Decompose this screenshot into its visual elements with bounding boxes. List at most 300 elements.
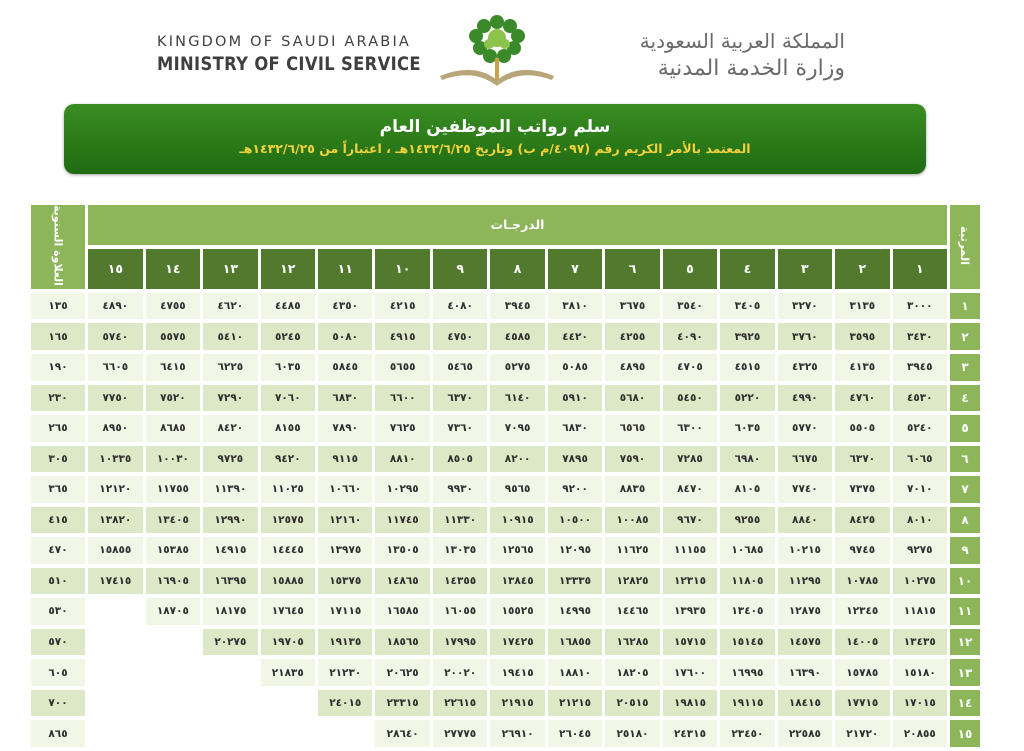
salary-cell: ٢٢٦١٥ bbox=[433, 690, 487, 717]
salary-cell: ٥٤٥٠ bbox=[663, 385, 717, 412]
salary-cell: ٦٥٦٥ bbox=[605, 415, 659, 442]
salary-cell: ١٠٣٣٥ bbox=[88, 446, 143, 473]
salary-cell: ١٠٦٨٥ bbox=[720, 537, 774, 564]
salary-cell: ٦٩٨٠ bbox=[720, 446, 774, 473]
salary-cell: ٤٧٠٥ bbox=[663, 354, 717, 381]
salary-cell: ١٢٥٦٥ bbox=[490, 537, 544, 564]
annual-allowance-cell: ١٩٠ bbox=[31, 354, 85, 381]
salary-cell: ٨١٥٥ bbox=[261, 415, 315, 442]
title-banner bbox=[64, 104, 926, 174]
salary-cell: ٣٢٧٠ bbox=[778, 293, 832, 320]
salary-cell: ١٠٠٨٥ bbox=[605, 507, 659, 534]
salary-cell: ٣٩٢٥ bbox=[720, 323, 774, 350]
salary-cell: ٥٢٤٥ bbox=[261, 323, 315, 350]
salary-cell: ٢٦٩١٠ bbox=[490, 720, 544, 747]
salary-cell: ٧٥٩٠ bbox=[605, 446, 659, 473]
salary-cell: ١٩١٣٥ bbox=[318, 629, 372, 656]
grade-number-header: ١٥ bbox=[88, 249, 143, 289]
salary-cell: ٦٣٧٠ bbox=[835, 446, 889, 473]
table-row bbox=[31, 659, 980, 686]
salary-cell: ١٥٨٥٥ bbox=[88, 537, 143, 564]
salary-cell: ٦٠٣٥ bbox=[720, 415, 774, 442]
salary-cell: ٩٦٧٠ bbox=[663, 507, 717, 534]
salary-cell: ١٩٨١٥ bbox=[663, 690, 717, 717]
salary-cell: ١٥٧٨٥ bbox=[835, 659, 889, 686]
salary-cell: ١٥١٨٠ bbox=[893, 659, 947, 686]
salary-cell bbox=[318, 720, 372, 747]
salary-cell bbox=[261, 720, 315, 747]
salary-cell: ٢١٢٣٠ bbox=[318, 659, 372, 686]
salary-cell: ٤٠٨٠ bbox=[433, 293, 487, 320]
salary-cell: ٥٨٤٥ bbox=[318, 354, 372, 381]
salary-cell: ٤٨٩٠ bbox=[88, 293, 143, 320]
allowance-header-label: العلاوة السنوية bbox=[51, 205, 65, 286]
salary-cell: ١٤٥٧٥ bbox=[778, 629, 832, 656]
salary-cell: ٧٢٩٠ bbox=[203, 385, 257, 412]
ministry-name-english bbox=[157, 33, 427, 76]
salary-cell: ٤٥١٥ bbox=[720, 354, 774, 381]
ministry-emblem-icon bbox=[434, 8, 560, 92]
salary-cell bbox=[88, 659, 143, 686]
salary-cell: ٨٠١٠ bbox=[893, 507, 947, 534]
salary-cell: ٦٠٦٥ bbox=[893, 446, 947, 473]
salary-cell: ١٠٢٧٥ bbox=[893, 568, 947, 595]
salary-cell: ٤٧٥٥ bbox=[146, 293, 200, 320]
kingdom-label-ar: المملكة العربية السعودية bbox=[639, 29, 845, 53]
salary-cell: ٩٧٤٥ bbox=[835, 537, 889, 564]
salary-cell: ٨٦٨٥ bbox=[146, 415, 200, 442]
salary-cell bbox=[146, 629, 200, 656]
salary-cell: ٥٤١٠ bbox=[203, 323, 257, 350]
salary-cell: ٣٥٩٥ bbox=[835, 323, 889, 350]
salary-cell: ١٨٧٠٥ bbox=[146, 598, 200, 625]
salary-cell: ٥٢٢٠ bbox=[720, 385, 774, 412]
annual-allowance-cell: ١٦٥ bbox=[31, 323, 85, 350]
salary-cell: ١٧٩٩٥ bbox=[433, 629, 487, 656]
grade-number-header: ٤ bbox=[720, 249, 774, 289]
salary-cell: ١٦٣٩٠ bbox=[778, 659, 832, 686]
salary-cell: ١٩٤١٥ bbox=[490, 659, 544, 686]
salary-cell: ١٠٥٠٠ bbox=[548, 507, 602, 534]
salary-cell: ١٢٣١٥ bbox=[663, 568, 717, 595]
salary-cell bbox=[88, 598, 143, 625]
salary-cell: ١٨٥٦٥ bbox=[375, 629, 429, 656]
salary-cell: ٦٣٧٠ bbox=[433, 385, 487, 412]
salary-cell: ٤٥٣٠ bbox=[893, 385, 947, 412]
salary-cell: ٩٧٢٥ bbox=[203, 446, 257, 473]
ministry-label-ar: وزارة الخدمة المدنية bbox=[657, 56, 845, 81]
salary-cell: ٦٦٠٥ bbox=[88, 354, 143, 381]
table-row bbox=[31, 568, 980, 595]
table-row bbox=[31, 476, 980, 503]
salary-cell: ١٤٨٦٥ bbox=[375, 568, 429, 595]
salary-cell: ٤٦٢٠ bbox=[203, 293, 257, 320]
annual-allowance-cell: ٥٣٠ bbox=[31, 598, 85, 625]
table-row bbox=[31, 354, 980, 381]
salary-cell: ٢١٨٣٥ bbox=[261, 659, 315, 686]
salary-cell: ١٣٨٤٥ bbox=[490, 568, 544, 595]
salary-cell: ١٥٣٨٥ bbox=[146, 537, 200, 564]
salary-cell: ١٦٩٠٥ bbox=[146, 568, 200, 595]
salary-cell: ٥٤٦٥ bbox=[433, 354, 487, 381]
salary-cell: ٦٦٧٥ bbox=[778, 446, 832, 473]
salary-cell: ١١٣٩٠ bbox=[203, 476, 257, 503]
salary-cell bbox=[146, 659, 200, 686]
salary-cell: ٢٠٢٧٥ bbox=[203, 629, 257, 656]
salary-cell: ١٢٥٧٥ bbox=[261, 507, 315, 534]
salary-cell bbox=[146, 690, 200, 717]
salary-cell: ١٣٨٢٠ bbox=[88, 507, 143, 534]
table-row bbox=[31, 415, 980, 442]
salary-cell: ٧٥٢٠ bbox=[146, 385, 200, 412]
salary-cell: ١٢٣٤٥ bbox=[835, 598, 889, 625]
rank-number: ١١ bbox=[950, 598, 980, 625]
annual-allowance-cell: ١٣٥ bbox=[31, 293, 85, 320]
salary-cell: ٤٧٥٠ bbox=[433, 323, 487, 350]
salary-cell: ١١٧٤٥ bbox=[375, 507, 429, 534]
salary-cell: ٤٣٢٥ bbox=[778, 354, 832, 381]
salary-cell: ٥٦٥٥ bbox=[375, 354, 429, 381]
page-subtitle: المعتمد بالأمر الكريم رقم (٤٠٩٧/م ب) وتاريخ ١٤٣٢/٦/٢٥هـ ، اعتباراً من ١٤٣٢/٦/٢٥هـ bbox=[239, 141, 751, 156]
grade-number-header: ١١ bbox=[318, 249, 372, 289]
salary-cell: ٧٨٩٠ bbox=[318, 415, 372, 442]
grade-number-header: ٥ bbox=[663, 249, 717, 289]
grade-number-header: ٩ bbox=[433, 249, 487, 289]
salary-cell: ١٠٦٦٠ bbox=[318, 476, 372, 503]
table-row bbox=[31, 323, 980, 350]
annual-allowance-cell: ٤١٥ bbox=[31, 507, 85, 534]
annual-allowance-cell: ٦٠٥ bbox=[31, 659, 85, 686]
salary-cell: ٧٠٩٥ bbox=[490, 415, 544, 442]
salary-cell: ١٨٢٠٥ bbox=[605, 659, 659, 686]
salary-cell: ١٦٨٥٥ bbox=[548, 629, 602, 656]
salary-cell: ٥٧٧٠ bbox=[778, 415, 832, 442]
salary-cell: ٦٢٢٥ bbox=[203, 354, 257, 381]
page-title: سلم رواتب الموظفين العام bbox=[379, 117, 611, 137]
salary-cell: ١٤٩١٥ bbox=[203, 537, 257, 564]
salary-cell: ٢٥١٨٠ bbox=[605, 720, 659, 747]
salary-cell: ١٦٢٨٥ bbox=[605, 629, 659, 656]
salary-cell: ١٣٤٠٥ bbox=[720, 598, 774, 625]
salary-cell: ٤٤٢٠ bbox=[548, 323, 602, 350]
salary-cell: ٢٣٣١٥ bbox=[375, 690, 429, 717]
salary-cell: ١٢٨٢٥ bbox=[605, 568, 659, 595]
salary-cell: ٢١٧٢٠ bbox=[835, 720, 889, 747]
salary-cell bbox=[146, 720, 200, 747]
table-row bbox=[31, 507, 980, 534]
salary-cell bbox=[88, 690, 143, 717]
salary-cell: ٢٠٦٢٥ bbox=[375, 659, 429, 686]
salary-cell: ٦٨٣٠ bbox=[318, 385, 372, 412]
salary-cell: ١١٦٢٥ bbox=[605, 537, 659, 564]
salary-cell: ٤٥٨٥ bbox=[490, 323, 544, 350]
salary-cell: ٩٢٠٠ bbox=[548, 476, 602, 503]
grade-number-header: ٧ bbox=[548, 249, 602, 289]
salary-cell: ١٥٧١٥ bbox=[663, 629, 717, 656]
salary-cell: ٣٨١٠ bbox=[548, 293, 602, 320]
salary-cell: ١٥١٤٥ bbox=[720, 629, 774, 656]
salary-cell: ١٧٤١٥ bbox=[88, 568, 143, 595]
grades-column-header: الدرجـات bbox=[88, 205, 947, 245]
table-row bbox=[31, 293, 980, 320]
annual-allowance-cell: ٣٦٥ bbox=[31, 476, 85, 503]
salary-cell: ١١٢٩٥ bbox=[778, 568, 832, 595]
rank-number: ٤ bbox=[950, 385, 980, 412]
salary-cell: ٢١٩١٥ bbox=[490, 690, 544, 717]
salary-cell: ١٣٤٠٥ bbox=[146, 507, 200, 534]
salary-cell: ٤٢١٥ bbox=[375, 293, 429, 320]
salary-cell: ٥٩١٠ bbox=[548, 385, 602, 412]
grade-number-header: ١٢ bbox=[261, 249, 315, 289]
salary-cell: ٢١٢١٥ bbox=[548, 690, 602, 717]
salary-rows bbox=[31, 293, 980, 747]
salary-cell: ٣٧٦٠ bbox=[778, 323, 832, 350]
salary-cell: ٨٢٠٠ bbox=[490, 446, 544, 473]
salary-cell: ٤٠٩٠ bbox=[663, 323, 717, 350]
grade-number-header: ١٠ bbox=[375, 249, 429, 289]
salary-cell: ٥٦٨٠ bbox=[605, 385, 659, 412]
salary-cell: ١٦٣٩٥ bbox=[203, 568, 257, 595]
salary-cell: ١٢٩٩٠ bbox=[203, 507, 257, 534]
salary-cell: ١٧٠١٥ bbox=[893, 690, 947, 717]
salary-cell: ٨١٠٥ bbox=[720, 476, 774, 503]
salary-cell: ١٣٩٧٥ bbox=[318, 537, 372, 564]
rank-number: ١٣ bbox=[950, 659, 980, 686]
annual-allowance-cell: ٧٠٠ bbox=[31, 690, 85, 717]
table-row bbox=[31, 446, 980, 473]
salary-cell bbox=[203, 659, 257, 686]
rank-number: ١٤ bbox=[950, 690, 980, 717]
salary-cell: ٨٨١٠ bbox=[375, 446, 429, 473]
salary-cell: ٧٦٢٥ bbox=[375, 415, 429, 442]
rank-number: ٦ bbox=[950, 446, 980, 473]
kingdom-label-en: KINGDOM OF SAUDI ARABIA bbox=[157, 34, 412, 50]
grade-number-header: ٨ bbox=[490, 249, 544, 289]
salary-cell: ٣٩٤٥ bbox=[893, 354, 947, 381]
salary-cell: ١٩٧٠٥ bbox=[261, 629, 315, 656]
salary-cell: ٤٩١٥ bbox=[375, 323, 429, 350]
salary-cell: ٩٢٧٥ bbox=[893, 537, 947, 564]
salary-cell: ١٥٣٧٥ bbox=[318, 568, 372, 595]
salary-cell: ٥٥٧٥ bbox=[146, 323, 200, 350]
salary-cell: ١٦٠٥٥ bbox=[433, 598, 487, 625]
salary-cell: ١٤٠٠٥ bbox=[835, 629, 889, 656]
salary-cell: ٢٦٠٤٥ bbox=[548, 720, 602, 747]
salary-cell: ٨٤٢٠ bbox=[203, 415, 257, 442]
annual-allowance-cell: ٣٠٥ bbox=[31, 446, 85, 473]
salary-cell: ٨٩٥٠ bbox=[88, 415, 143, 442]
salary-cell: ١١١٥٥ bbox=[663, 537, 717, 564]
salary-cell bbox=[203, 690, 257, 717]
salary-cell: ٤٨٩٥ bbox=[605, 354, 659, 381]
annual-allowance-cell: ٤٧٠ bbox=[31, 537, 85, 564]
salary-cell: ٦٦٠٠ bbox=[375, 385, 429, 412]
salary-cell: ٨٤٧٠ bbox=[663, 476, 717, 503]
salary-cell: ١٦٩٩٥ bbox=[720, 659, 774, 686]
salary-cell: ١٧٤٢٥ bbox=[490, 629, 544, 656]
salary-cell: ٦٨٣٠ bbox=[548, 415, 602, 442]
salary-cell: ١٧٦٤٥ bbox=[261, 598, 315, 625]
ministry-label-en: MINISTRY OF CIVIL SERVICE bbox=[157, 53, 421, 75]
salary-cell: ١٩١١٥ bbox=[720, 690, 774, 717]
salary-cell: ١٤٤٦٥ bbox=[605, 598, 659, 625]
rank-number: ٧ bbox=[950, 476, 980, 503]
grade-number-header: ٢ bbox=[835, 249, 889, 289]
salary-cell: ٥٢٧٥ bbox=[490, 354, 544, 381]
salary-cell: ٧٣٦٠ bbox=[433, 415, 487, 442]
salary-cell: ٤٢٥٥ bbox=[605, 323, 659, 350]
salary-cell: ١٨١٧٥ bbox=[203, 598, 257, 625]
salary-cell bbox=[203, 720, 257, 747]
salary-cell: ٢٨٦٤٠ bbox=[375, 720, 429, 747]
salary-cell: ٣٤٠٥ bbox=[720, 293, 774, 320]
salary-cell: ٣٤٣٠ bbox=[893, 323, 947, 350]
salary-cell: ٢٢٥٨٥ bbox=[778, 720, 832, 747]
salary-cell: ١٣٠٣٥ bbox=[433, 537, 487, 564]
grade-number-header: ٣ bbox=[778, 249, 832, 289]
salary-cell: ١١٨١٥ bbox=[893, 598, 947, 625]
salary-cell: ٨٥٠٥ bbox=[433, 446, 487, 473]
salary-cell: ٦٣٠٠ bbox=[663, 415, 717, 442]
annual-allowance-cell: ٢٦٥ bbox=[31, 415, 85, 442]
salary-cell: ٨٨٣٥ bbox=[605, 476, 659, 503]
salary-cell: ١١٨٠٥ bbox=[720, 568, 774, 595]
table-row bbox=[31, 537, 980, 564]
salary-cell bbox=[261, 690, 315, 717]
salary-cell: ٧٨٩٥ bbox=[548, 446, 602, 473]
salary-cell: ٢٣٤٥٠ bbox=[720, 720, 774, 747]
rank-number: ٩ bbox=[950, 537, 980, 564]
rank-column-header bbox=[950, 205, 980, 289]
salary-cell: ٥٠٨٠ bbox=[318, 323, 372, 350]
salary-cell: ١٢٠٩٥ bbox=[548, 537, 602, 564]
salary-cell: ٢٤٠١٥ bbox=[318, 690, 372, 717]
salary-cell: ٩٢٥٥ bbox=[720, 507, 774, 534]
salary-cell: ٧٧٤٠ bbox=[778, 476, 832, 503]
salary-scale-table bbox=[28, 201, 983, 751]
salary-cell: ٢٠٨٥٥ bbox=[893, 720, 947, 747]
grade-number-header: ١ bbox=[893, 249, 947, 289]
salary-cell: ١٨٤١٥ bbox=[778, 690, 832, 717]
salary-cell: ١١٣٣٠ bbox=[433, 507, 487, 534]
salary-cell: ٤٧٦٠ bbox=[835, 385, 889, 412]
salary-cell: ٧٧٥٠ bbox=[88, 385, 143, 412]
salary-cell: ٤١٣٥ bbox=[835, 354, 889, 381]
salary-cell: ١٨٨١٠ bbox=[548, 659, 602, 686]
salary-cell: ٦٤١٥ bbox=[146, 354, 200, 381]
salary-cell: ٧٢٨٥ bbox=[663, 446, 717, 473]
salary-cell: ١٤٩٩٥ bbox=[548, 598, 602, 625]
annual-allowance-cell: ٥٧٠ bbox=[31, 629, 85, 656]
salary-cell: ٨٤٢٥ bbox=[835, 507, 889, 534]
salary-cell: ٩١١٥ bbox=[318, 446, 372, 473]
salary-cell: ٥٥٠٥ bbox=[835, 415, 889, 442]
rank-number: ٣ bbox=[950, 354, 980, 381]
salary-cell: ٨٨٤٠ bbox=[778, 507, 832, 534]
salary-cell: ٤٩٩٠ bbox=[778, 385, 832, 412]
salary-cell: ١٢١٢٠ bbox=[88, 476, 143, 503]
table-row bbox=[31, 598, 980, 625]
salary-cell: ١٣٥٠٥ bbox=[375, 537, 429, 564]
salary-cell: ١٣٣٣٥ bbox=[548, 568, 602, 595]
salary-cell: ١٧٦٠٠ bbox=[663, 659, 717, 686]
salary-cell: ١٠٩١٥ bbox=[490, 507, 544, 534]
salary-cell: ١٥٨٨٥ bbox=[261, 568, 315, 595]
salary-cell: ١٤٣٥٥ bbox=[433, 568, 487, 595]
grade-number-header: ٦ bbox=[605, 249, 659, 289]
salary-cell: ٥٧٤٠ bbox=[88, 323, 143, 350]
salary-cell: ١١٠٢٥ bbox=[261, 476, 315, 503]
table-row bbox=[31, 385, 980, 412]
salary-cell: ١٥٥٢٥ bbox=[490, 598, 544, 625]
salary-cell: ٤٤٨٥ bbox=[261, 293, 315, 320]
salary-cell: ١٠٢١٥ bbox=[778, 537, 832, 564]
salary-cell: ٥٢٤٠ bbox=[893, 415, 947, 442]
salary-cell bbox=[88, 720, 143, 747]
salary-cell: ٧٣٧٥ bbox=[835, 476, 889, 503]
salary-cell: ١٣٤٣٥ bbox=[893, 629, 947, 656]
rank-number: ١٥ bbox=[950, 720, 980, 747]
salary-cell: ١٢١٦٠ bbox=[318, 507, 372, 534]
salary-cell: ٣٥٤٠ bbox=[663, 293, 717, 320]
table-row bbox=[31, 720, 980, 747]
table-row bbox=[31, 629, 980, 656]
salary-cell: ٧٠٦٠ bbox=[261, 385, 315, 412]
rank-header-label: المرتبة bbox=[958, 225, 972, 266]
rank-number: ١٠ bbox=[950, 568, 980, 595]
annual-allowance-cell: ٢٣٠ bbox=[31, 385, 85, 412]
salary-cell: ١٧٧١٥ bbox=[835, 690, 889, 717]
salary-cell: ٦٠٣٥ bbox=[261, 354, 315, 381]
salary-cell: ١٠٠٣٠ bbox=[146, 446, 200, 473]
salary-cell: ١٢٨٧٥ bbox=[778, 598, 832, 625]
salary-cell: ١٠٢٩٥ bbox=[375, 476, 429, 503]
salary-cell: ٣٩٤٥ bbox=[490, 293, 544, 320]
salary-cell: ١٦٥٨٥ bbox=[375, 598, 429, 625]
salary-cell: ٩٥٦٥ bbox=[490, 476, 544, 503]
salary-cell: ٧٠١٠ bbox=[893, 476, 947, 503]
salary-cell: ٢٤٣١٥ bbox=[663, 720, 717, 747]
salary-cell: ٩٩٣٠ bbox=[433, 476, 487, 503]
salary-cell bbox=[88, 629, 143, 656]
grade-numbers-row bbox=[31, 249, 980, 289]
annual-allowance-cell: ٥١٠ bbox=[31, 568, 85, 595]
annual-allowance-cell: ٨٦٥ bbox=[31, 720, 85, 747]
salary-cell: ٩٤٢٠ bbox=[261, 446, 315, 473]
salary-cell: ٦١٤٠ bbox=[490, 385, 544, 412]
allowance-column-header bbox=[31, 205, 85, 289]
grade-number-header: ١٣ bbox=[203, 249, 257, 289]
salary-cell: ٣١٣٥ bbox=[835, 293, 889, 320]
ministry-name-arabic bbox=[565, 28, 845, 84]
salary-cell: ١٧١١٥ bbox=[318, 598, 372, 625]
salary-cell: ١١٧٥٥ bbox=[146, 476, 200, 503]
rank-number: ٥ bbox=[950, 415, 980, 442]
salary-cell: ٢٠٥١٥ bbox=[605, 690, 659, 717]
salary-cell: ٣٦٧٥ bbox=[605, 293, 659, 320]
salary-cell: ٢٧٧٧٥ bbox=[433, 720, 487, 747]
salary-cell: ٤٣٥٠ bbox=[318, 293, 372, 320]
salary-cell: ١٣٩٣٥ bbox=[663, 598, 717, 625]
rank-number: ٢ bbox=[950, 323, 980, 350]
salary-cell: ٢٠٠٢٠ bbox=[433, 659, 487, 686]
salary-cell: ٥٠٨٥ bbox=[548, 354, 602, 381]
rank-number: ٨ bbox=[950, 507, 980, 534]
rank-number: ١٢ bbox=[950, 629, 980, 656]
salary-cell: ١٤٤٤٥ bbox=[261, 537, 315, 564]
grade-number-header: ١٤ bbox=[146, 249, 200, 289]
rank-number: ١ bbox=[950, 293, 980, 320]
